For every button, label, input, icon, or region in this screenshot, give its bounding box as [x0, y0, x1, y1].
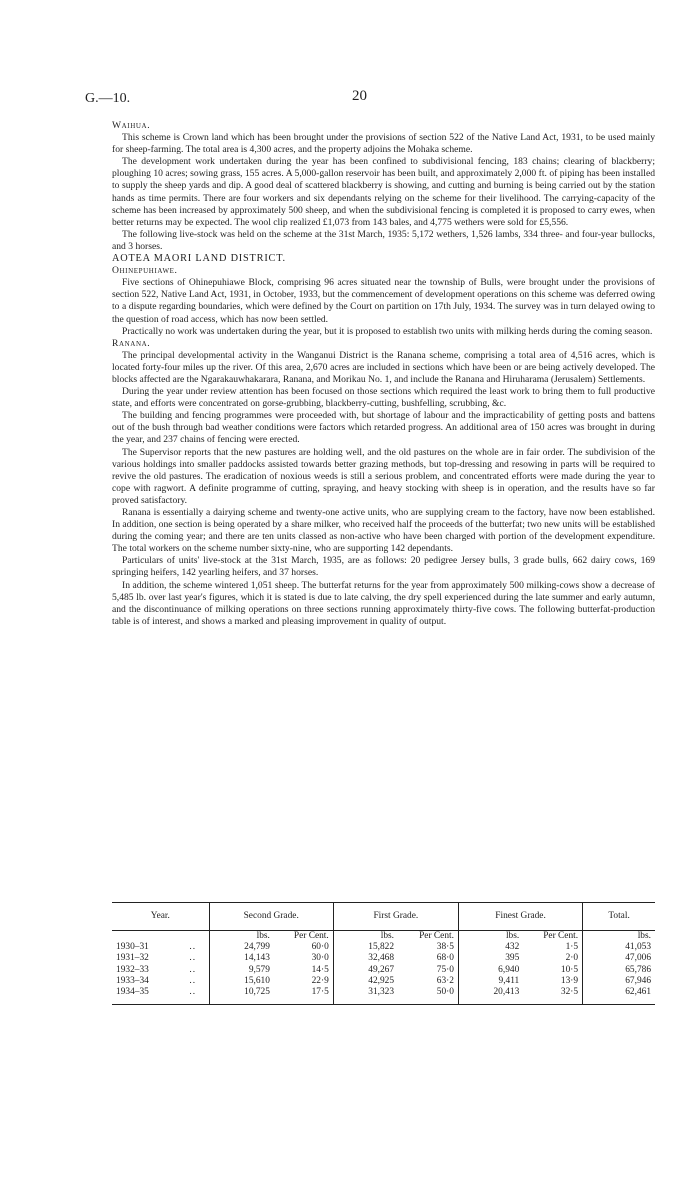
page-number: 20: [352, 88, 367, 104]
cell-second-lbs: 9,579: [209, 965, 274, 976]
paragraph: The principal developmental activity in the Wanganui District is the Ranana scheme, comprising a total area of 4,516 acres, which is located forty-four miles up the river. Of this area, 2,670 acres are included in sections which have been or are being actively developed. The blocks affected are the Ngarakauwhakarara, Ranana, and Morikau No. 1, and include the Ranana and Hiruharama (Jerusalem) Settlements.: [112, 349, 655, 385]
unit-label: lbs.: [209, 931, 274, 943]
cell-first-lbs: 15,822: [333, 942, 398, 953]
cell-finest-lbs: 9,411: [458, 976, 523, 987]
header-year: Year.: [112, 903, 209, 931]
cell-first-lbs: 32,468: [333, 953, 398, 964]
unit-label: Per Cent.: [543, 931, 579, 941]
cell-first-lbs: 31,323: [333, 987, 398, 1005]
cell-first-lbs: 49,267: [333, 965, 398, 976]
paragraph: During the year under review attention has been focused on those sections which required the least work to bring them to full productive state, and efforts were concentrated on gorse-grubbing, blackberry-cutting, bushfelling, scrubbing, &c.: [112, 386, 655, 410]
table-row: [112, 987, 655, 1005]
cell-finest-lbs: 6,940: [458, 965, 523, 976]
paragraph: Five sections of Ohinepuhiawe Block, comprising 96 acres situated near the township of Bulls, were brought under the provisions of section 522, Native Land Act, 1931, in October, 1933, but the commencement of development operations on this scheme was deferred owing to a dispute regarding boundaries, which were defined by the Court on partition on 17th July, 1934. The survey was in turn delayed owing to the question of road access, which has now been settled.: [112, 277, 655, 325]
paragraph: Practically no work was undertaken during the year, but it is proposed to establish two units with milking herds during the coming season.: [122, 325, 653, 337]
cell-year: 1932–33: [116, 964, 149, 975]
butterfat-table: [112, 902, 655, 1005]
district-heading: AOTEA MAORI LAND DISTRICT.: [112, 253, 286, 265]
cell-first-pct: 38·5: [436, 942, 454, 953]
paragraph: The building and fencing programmes were proceeded with, but shortage of labour and the impracticability of getting posts and battens out of the bush through bad weather conditions were factors which retarded progress. An additional area of 150 acres was brought in during the year, and 237 chains of fencing were erected.: [112, 410, 655, 446]
paragraph: Ranana is essentially a dairying scheme and twenty-one active units, who are supplying cream to the factory, have now been established. In addition, one section is being operated by a share milker, who received half the proceeds of the butterfat; two new units will be established during the coming year; and there are ten units classed as non-active who have been charged with portion of the development expenditure. The total workers on the scheme number sixty-nine, who are supporting 142 dependants.: [112, 507, 655, 555]
header-total: Total.: [583, 903, 655, 931]
section-heading-ranana: Ranana.: [112, 337, 151, 349]
paragraph: The development work undertaken during the year has been confined to subdivisional fencing, 183 chains; clearing of blackberry; ploughing 10 acres; sowing grass, 155 acres. A 5,000-gallon reservoir has been built, and approximately 2,000 ft. of piping has been installed to supply the sheep yards and dip. A good deal of scattered blackberry is showing, and cutting and burning is being carried out by the station hands as time permits. There are four workers and six dependants relying on the scheme for their livelihood. The carrying-capacity of the scheme has been increased by approximately 500 sheep, and when the subdivisional fencing is completed it is proposed to carry ewes, when better returns may be expected. The wool clip realized £1,073 from 143 bales, and 4,775 wethers were sold for £5,556.: [112, 156, 655, 228]
paragraph: The following live-stock was held on the scheme at the 31st March, 1935: 5,172 wethers, 1,526 lambs, 334 three- and four-year bullocks, and 3 horses.: [112, 228, 655, 252]
cell-finest-pct: 10·5: [560, 964, 579, 975]
leader-dots: ..: [189, 953, 197, 964]
cell-year: 1930–31: [116, 942, 149, 953]
cell-second-lbs: 14,143: [209, 953, 274, 964]
cell-first-pct: 68·0: [436, 953, 454, 964]
cell-total: 65,786: [583, 965, 655, 976]
cell-year: 1934–35: [112, 987, 177, 1005]
unit-label: lbs.: [458, 931, 523, 943]
cell-finest-lbs: 395: [458, 953, 523, 964]
cell-first-pct: 50·0: [398, 987, 458, 1005]
paragraph: In addition, the scheme wintered 1,051 sheep. The butterfat returns for the year from approximately 500 milking-cows show a decrease of 5,485 lb. over last year's figures, which it is stated is due to late calving, the dry spell experienced during the late summer and early autumn, and the discontinuance of milking operations on three sections running approximately thirty-five cows. The following butterfat-production table is of interest, and shows a marked and pleasing improvement in quality of output.: [112, 579, 655, 627]
cell-total: 41,053: [583, 942, 655, 953]
header-finest-grade: Finest Grade.: [458, 903, 582, 931]
cell-finest-pct: 13·9: [560, 975, 579, 986]
header-first-grade: First Grade.: [333, 903, 458, 931]
unit-label: Per Cent.: [293, 931, 329, 941]
cell-total: 67,946: [583, 976, 655, 987]
table-row: [112, 965, 655, 976]
cell-total: 47,006: [583, 953, 655, 964]
table-row: [112, 953, 655, 964]
leader-dots: ..: [189, 942, 197, 953]
cell-year: 1931–32: [116, 953, 149, 964]
paragraph: This scheme is Crown land which has been brought under the provisions of section 522 of the Native Land Act, 1931, to be used mainly for sheep-farming. The total area is 4,300 acres, and the property adjoins the Mohaka scheme.: [112, 132, 655, 156]
cell-year: 1933–34: [116, 975, 149, 986]
cell-finest-lbs: 432: [458, 942, 523, 953]
header-second-grade: Second Grade.: [209, 903, 333, 931]
leader-dots: ..: [189, 975, 197, 986]
cell-second-pct: 14·5: [311, 964, 329, 975]
cell-total: 62,461: [583, 987, 655, 1005]
cell-finest-pct: 1·5: [565, 942, 579, 953]
paragraph: Particulars of units' live-stock at the 31st March, 1935, are as follows: 20 pedigree Jersey bulls, 3 grade bulls, 662 dairy cows, 169 springing heifers, 142 yearling heifers, and 37 horses.: [112, 555, 655, 579]
cell-finest-pct: 32·5: [523, 987, 582, 1005]
cell-second-pct: 22·9: [311, 975, 329, 986]
leader-dots: ..: [177, 987, 209, 1005]
leader-dots: ..: [189, 964, 197, 975]
unit-label: Per Cent.: [419, 931, 454, 941]
report-code: G.—10.: [85, 91, 131, 106]
table-row: [112, 976, 655, 987]
unit-label: lbs.: [583, 931, 655, 943]
cell-second-lbs: 10,725: [209, 987, 274, 1005]
units-row: [112, 931, 655, 943]
paragraph: The Supervisor reports that the new pastures are holding well, and the old pastures on the whole are in fair order. The subdivision of the various holdings into smaller paddocks assisted towards better grazing methods, but top-dressing and resowing in parts will be required to revive the old pastures. The eradication of noxious weeds is still a serious problem, and concentrated efforts were made during the year to cope with ragwort. A definite programme of cutting, spraying, and heavy stocking with sheep is in operation, and the results have so far proved satisfactory.: [112, 446, 655, 506]
cell-finest-pct: 2·0: [565, 953, 579, 964]
section-heading-ohinepuhiawe: Ohinepuhiawe.: [112, 265, 178, 277]
document-body: [112, 120, 655, 628]
cell-finest-lbs: 20,413: [458, 987, 523, 1005]
cell-second-lbs: 24,799: [209, 942, 274, 953]
cell-second-pct: 60·0: [311, 942, 329, 953]
cell-second-pct: 17·5: [274, 987, 333, 1005]
table-row: [112, 942, 655, 953]
unit-label: lbs.: [333, 931, 398, 943]
table-header-row: [112, 903, 655, 931]
cell-second-lbs: 15,610: [209, 976, 274, 987]
section-heading-waihua: Waihua.: [112, 120, 151, 131]
cell-first-pct: 75·0: [436, 964, 454, 975]
cell-first-lbs: 42,925: [333, 976, 398, 987]
cell-second-pct: 30·0: [311, 953, 329, 964]
cell-first-pct: 63·2: [436, 975, 454, 986]
